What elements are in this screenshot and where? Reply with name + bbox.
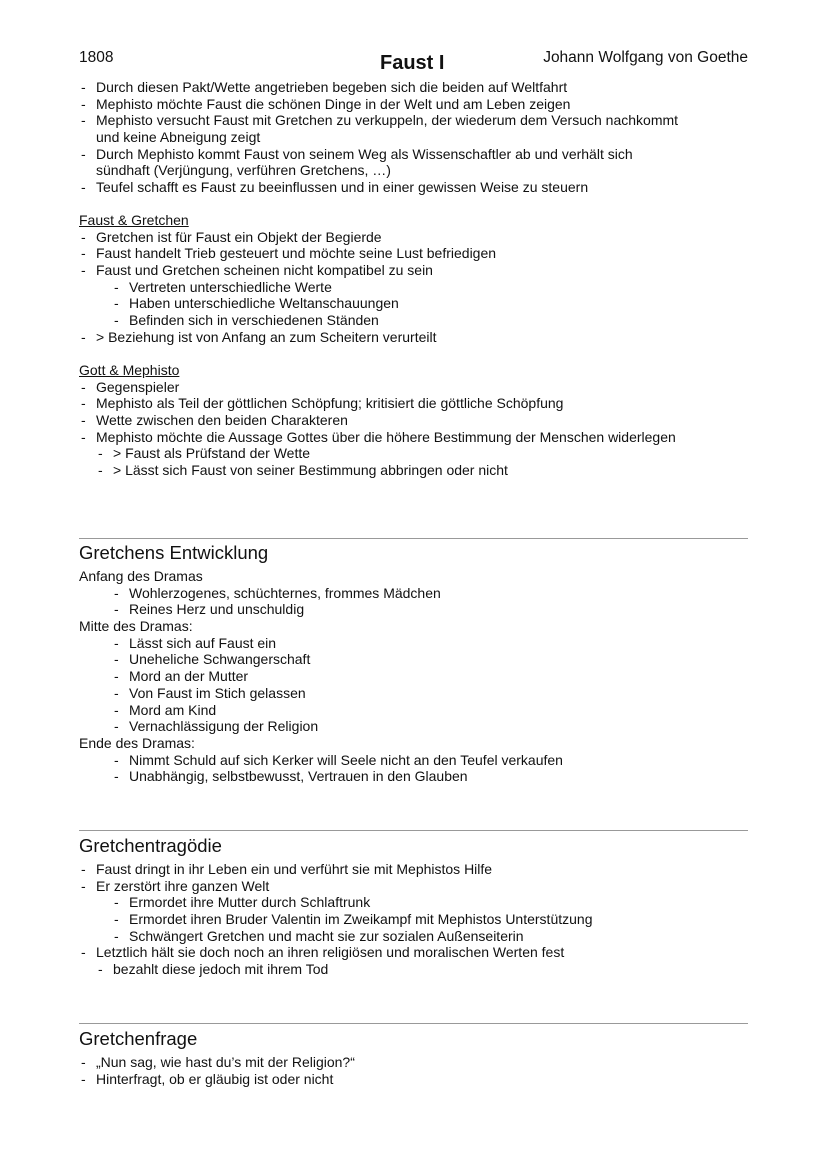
bullet-dash: - bbox=[81, 877, 86, 894]
list-item-text: Mord an der Mutter bbox=[129, 668, 249, 685]
section-gretchentragoedie bbox=[79, 834, 759, 978]
list-item-text: > Lässt sich Faust von seiner Bestimmung abbringen oder nicht bbox=[113, 462, 508, 479]
bullet-dash: - bbox=[81, 95, 86, 112]
bullet-dash: - bbox=[81, 944, 86, 961]
list-item bbox=[79, 146, 759, 163]
year: 1808 bbox=[79, 49, 114, 66]
list-item bbox=[79, 162, 759, 179]
bullet-dash: - bbox=[98, 462, 103, 479]
list-item-text: „Nun sag, wie hast du’s mit der Religion?“ bbox=[96, 1054, 355, 1070]
bullet-dash: - bbox=[114, 634, 119, 651]
list-item bbox=[79, 601, 759, 618]
list-item-text: Er zerstört ihre ganzen Welt bbox=[96, 877, 270, 894]
list-item bbox=[79, 894, 759, 911]
list-item-text: und keine Abneigung zeigt bbox=[96, 129, 261, 146]
list-item-text: Mephisto versucht Faust mit Gretchen zu verkuppeln, der wiederum dem Versuch nachkommt bbox=[96, 112, 679, 129]
list-item-text: Ende des Dramas: bbox=[79, 734, 195, 751]
bullet-dash: - bbox=[114, 295, 119, 312]
list-item bbox=[79, 685, 759, 702]
list-item-text: Anfang des Dramas bbox=[79, 568, 203, 584]
list-item bbox=[79, 379, 759, 396]
list-label bbox=[79, 568, 759, 585]
bullet-dash: - bbox=[114, 601, 119, 618]
list-item bbox=[79, 229, 759, 246]
bullet-dash: - bbox=[98, 445, 103, 462]
list-item bbox=[79, 861, 759, 878]
bullet-dash: - bbox=[114, 584, 119, 601]
list-item bbox=[79, 462, 759, 479]
section-heading: Gretchenfrage bbox=[79, 1028, 198, 1049]
list-item bbox=[79, 245, 759, 262]
list-item bbox=[79, 1054, 759, 1071]
section-faust-gretchen bbox=[79, 212, 759, 346]
document-title: Faust I bbox=[380, 52, 445, 74]
list-item-text: Uneheliche Schwangerschaft bbox=[129, 651, 311, 668]
bullet-dash: - bbox=[81, 245, 86, 262]
bullet-dash: - bbox=[81, 412, 86, 429]
list-item-text: Nimmt Schuld auf sich Kerker will Seele nicht an den Teufel verkaufen bbox=[129, 751, 563, 768]
list-item-text: Durch diesen Pakt/Wette angetrieben begeben sich die beiden auf Weltfahrt bbox=[96, 79, 568, 95]
list-item-text: Vertreten unterschiedliche Werte bbox=[129, 278, 332, 295]
list-item-text: Schwängert Gretchen und macht sie zur sozialen Außenseiterin bbox=[129, 927, 524, 944]
list-item-text: Wohlerzogenes, schüchternes, frommes Mädchen bbox=[129, 584, 441, 601]
bullet-dash: - bbox=[114, 927, 119, 944]
author: Johann Wolfgang von Goethe bbox=[543, 49, 748, 66]
list-item-text: Unabhängig, selbstbewusst, Vertrauen in den Glauben bbox=[129, 768, 468, 785]
list-item bbox=[79, 429, 759, 446]
list-item bbox=[79, 412, 759, 429]
section-gretchens-entwicklung bbox=[79, 541, 759, 785]
section-intro bbox=[79, 79, 759, 196]
list-item-text: Hinterfragt, ob er gläubig ist oder nicht bbox=[96, 1070, 334, 1087]
list-item bbox=[79, 585, 759, 602]
list-item-text: Teufel schafft es Faust zu beeinflussen und in einer gewissen Weise zu steuern bbox=[96, 179, 589, 196]
list-item bbox=[79, 752, 759, 769]
divider bbox=[79, 538, 748, 539]
list-item-text: Von Faust im Stich gelassen bbox=[129, 684, 306, 701]
list-item bbox=[79, 129, 759, 146]
list-item bbox=[79, 651, 759, 668]
section-subtitle: Gott & Mephisto bbox=[79, 362, 180, 378]
list-item-text: Vernachlässigung der Religion bbox=[129, 718, 319, 735]
list-item bbox=[79, 112, 759, 129]
bullet-dash: - bbox=[98, 961, 103, 978]
bullet-dash: - bbox=[114, 312, 119, 329]
list-item-text: bezahlt diese jedoch mit ihrem Tod bbox=[113, 961, 329, 978]
bullet-dash: - bbox=[114, 911, 119, 928]
list-item bbox=[79, 395, 759, 412]
list-item-text: Reines Herz und unschuldig bbox=[129, 601, 305, 618]
list-item-text: Befinden sich in verschiedenen Ständen bbox=[129, 312, 379, 329]
list-item-text: Mitte des Dramas: bbox=[79, 618, 193, 635]
bullet-dash: - bbox=[81, 328, 86, 345]
list-item-text: Durch Mephisto kommt Faust von seinem Weg als Wissenschaftler ab und verhält sich bbox=[96, 145, 633, 162]
list-item bbox=[79, 718, 759, 735]
section-heading: Gretchens Entwicklung bbox=[79, 542, 269, 563]
bullet-dash: - bbox=[81, 112, 86, 129]
bullet-dash: - bbox=[81, 228, 86, 245]
bullet-dash: - bbox=[81, 395, 86, 412]
section-subtitle: Faust & Gretchen bbox=[79, 212, 189, 228]
list-item bbox=[79, 329, 759, 346]
list-label bbox=[79, 618, 759, 635]
section-gretchenfrage bbox=[79, 1027, 759, 1087]
list-item bbox=[79, 635, 759, 652]
list-item-text: Gegenspieler bbox=[96, 378, 180, 395]
bullet-dash: - bbox=[81, 1054, 86, 1070]
bullet-dash: - bbox=[81, 262, 86, 279]
list-item bbox=[79, 768, 759, 785]
list-item bbox=[79, 179, 759, 196]
list-item-text: Gretchen ist für Faust ein Objekt der Begierde bbox=[96, 228, 382, 245]
list-item-text: Mephisto möchte die Aussage Gottes über die höhere Bestimmung der Menschen widerlegen bbox=[96, 428, 676, 445]
list-item-text: Faust handelt Trieb gesteuert und möchte seine Lust befriedigen bbox=[96, 245, 497, 262]
list-item-text: sündhaft (Verjüngung, verführen Gretchens, …) bbox=[96, 162, 391, 179]
list-item-text: Ermordet ihren Bruder Valentin im Zweikampf mit Mephistos Unterstützung bbox=[129, 911, 593, 928]
list-item bbox=[79, 96, 759, 113]
list-item bbox=[79, 702, 759, 719]
list-item bbox=[79, 312, 759, 329]
divider bbox=[79, 1023, 748, 1024]
list-item bbox=[79, 445, 759, 462]
section-gott-mephisto bbox=[79, 362, 759, 479]
list-item-text: Mord am Kind bbox=[129, 701, 217, 718]
bullet-dash: - bbox=[114, 894, 119, 911]
list-item-text: Ermordet ihre Mutter durch Schlaftrunk bbox=[129, 894, 371, 911]
bullet-dash: - bbox=[114, 278, 119, 295]
list-item-text: Mephisto als Teil der göttlichen Schöpfung; kritisiert die göttliche Schöpfung bbox=[96, 395, 564, 412]
list-item bbox=[79, 295, 759, 312]
bullet-dash: - bbox=[114, 668, 119, 685]
list-item bbox=[79, 961, 759, 978]
list-item bbox=[79, 1071, 759, 1088]
list-item bbox=[79, 911, 759, 928]
bullet-dash: - bbox=[81, 1070, 86, 1087]
bullet-dash: - bbox=[81, 79, 86, 95]
list-item-text: Mephisto möchte Faust die schönen Dinge in der Welt und am Leben zeigen bbox=[96, 95, 571, 112]
list-item bbox=[79, 944, 759, 961]
bullet-dash: - bbox=[114, 768, 119, 785]
list-item bbox=[79, 878, 759, 895]
bullet-dash: - bbox=[114, 684, 119, 701]
list-item-text: Faust und Gretchen scheinen nicht kompatibel zu sein bbox=[96, 262, 433, 279]
bullet-dash: - bbox=[81, 145, 86, 162]
list-item-text: > Faust als Prüfstand der Wette bbox=[113, 445, 311, 462]
list-item-text: Faust dringt in ihr Leben ein und verführt sie mit Mephistos Hilfe bbox=[96, 861, 493, 877]
bullet-dash: - bbox=[81, 179, 86, 196]
list-item-text: Lässt sich auf Faust ein bbox=[129, 634, 277, 651]
bullet-dash: - bbox=[81, 378, 86, 395]
bullet-dash: - bbox=[114, 718, 119, 735]
list-item-text: > Beziehung ist von Anfang an zum Scheitern verurteilt bbox=[96, 328, 437, 345]
list-item-text: Haben unterschiedliche Weltanschauungen bbox=[129, 295, 399, 312]
bullet-dash: - bbox=[114, 751, 119, 768]
section-heading: Gretchentragödie bbox=[79, 835, 222, 856]
list-item-text: Letztlich hält sie doch noch an ihren religiösen und moralischen Werten fest bbox=[96, 944, 565, 961]
list-item bbox=[79, 279, 759, 296]
list-item bbox=[79, 668, 759, 685]
bullet-dash: - bbox=[81, 428, 86, 445]
bullet-dash: - bbox=[114, 701, 119, 718]
list-item bbox=[79, 79, 759, 96]
bullet-dash: - bbox=[81, 861, 86, 877]
divider bbox=[79, 830, 748, 831]
list-item bbox=[79, 262, 759, 279]
list-item-text: Wette zwischen den beiden Charakteren bbox=[96, 412, 348, 429]
list-label bbox=[79, 735, 759, 752]
list-item bbox=[79, 928, 759, 945]
bullet-dash: - bbox=[114, 651, 119, 668]
